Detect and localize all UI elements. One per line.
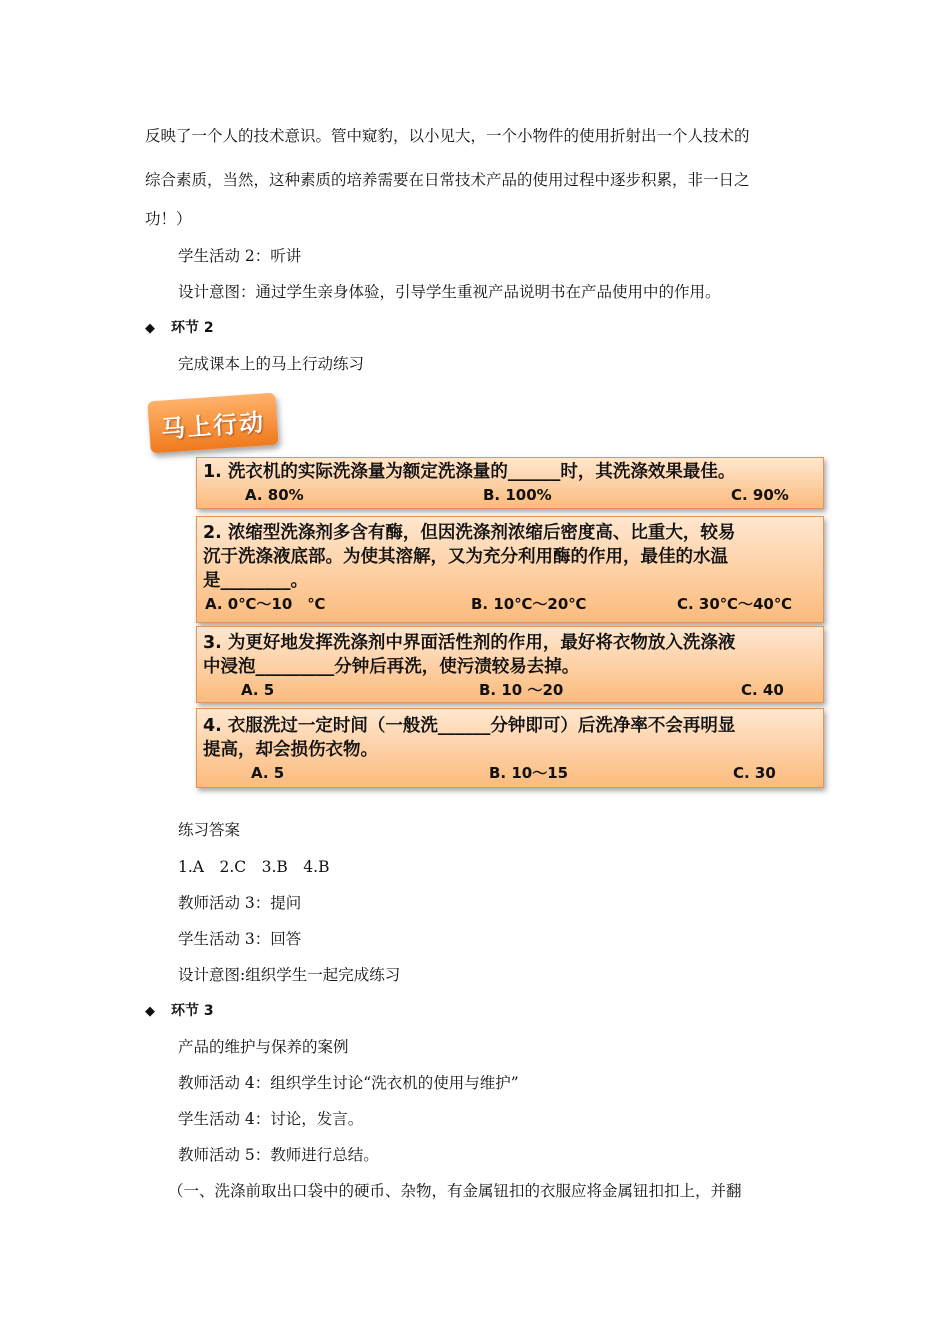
question-2-option-b: B. 10℃～20℃ (471, 595, 587, 613)
question-3-options (203, 679, 817, 701)
answers-title: 练习答案 (178, 821, 241, 839)
diamond-bullet-icon: ◆ (145, 321, 155, 336)
question-3-option-c: C. 40 (741, 681, 784, 699)
question-1-option-c: C. 90% (731, 486, 789, 504)
intro-line-3: 功！） (145, 210, 192, 228)
teacher-activity-4: 教师活动 4：组织学生讨论“洗衣机的使用与维护” (178, 1074, 519, 1092)
question-box-3 (196, 626, 824, 703)
teacher-activity-5: 教师活动 5：教师进行总结。 (178, 1146, 379, 1164)
question-1-option-a: A. 80% (245, 486, 304, 504)
question-3-option-b: B. 10 ～20 (479, 681, 564, 699)
exercise-badge (147, 393, 278, 454)
question-3-line-1: 3. 为更好地发挥洗涤剂中界面活性剂的作用，最好将衣物放入洗涤液 (203, 633, 736, 653)
intro-line-2: 综合素质，当然，这种素质的培养需要在日常技术产品的使用过程中逐步积累，非一日之 (145, 171, 750, 189)
section-3-heading (145, 1001, 214, 1022)
question-3-option-a: A. 5 (241, 681, 275, 699)
design-intent-3: 设计意图:组织学生一起完成练习 (178, 966, 401, 984)
question-box-4 (196, 708, 824, 788)
question-1-options (203, 484, 817, 506)
question-box-2 (196, 516, 824, 623)
question-2-option-c: C. 30℃～40℃ (677, 595, 793, 613)
section-3-desc: 产品的维护与保养的案例 (178, 1038, 349, 1056)
student-activity-4: 学生活动 4：讨论，发言。 (178, 1110, 364, 1128)
question-2-line-2: 沉于洗涤液底部。为使其溶解，又为充分利用酶的作用，最佳的水温 (203, 547, 728, 567)
question-2-line-3: 是________。 (203, 571, 308, 591)
question-2-options (203, 593, 817, 615)
question-4-option-b: B. 10～15 (489, 764, 569, 782)
question-4-line-2: 提高，却会损伤衣物。 (203, 740, 378, 760)
design-intent-2: 设计意图：通过学生亲身体验，引导学生重视产品说明书在产品使用中的作用。 (178, 283, 721, 301)
question-4-options (203, 762, 817, 784)
exercise-badge-label: 马上行动 (160, 407, 267, 444)
section-3-title: 环节 3 (171, 1003, 214, 1019)
section-2-heading (145, 318, 214, 339)
summary-line: （一、洗涤前取出口袋中的硬币、杂物，有金属钮扣的衣服应将金属钮扣扣上，并翻 (168, 1182, 742, 1200)
diamond-bullet-icon: ◆ (145, 1004, 155, 1019)
question-box-1 (196, 457, 824, 509)
answers-list: 1.A 2.C 3.B 4.B (178, 858, 330, 876)
teacher-activity-3: 教师活动 3：提问 (178, 894, 302, 912)
question-2-option-a: A. 0℃～10 ℃ (205, 595, 326, 613)
section-2-desc: 完成课本上的马上行动练习 (178, 355, 365, 373)
question-4-option-c: C. 30 (733, 764, 776, 782)
student-activity-2: 学生活动 2：听讲 (178, 247, 302, 265)
question-1-line-1: 1. 洗衣机的实际洗涤量为额定洗涤量的______时，其洗涤效果最佳。 (203, 462, 736, 482)
question-4-option-a: A. 5 (251, 764, 285, 782)
intro-line-1: 反映了一个人的技术意识。管中窥豹，以小见大，一个小物件的使用折射出一个人技术的 (145, 127, 750, 145)
section-2-title: 环节 2 (171, 320, 214, 336)
question-3-line-2: 中浸泡_________分钟后再洗，使污渍较易去掉。 (203, 657, 580, 677)
question-4-line-1: 4. 衣服洗过一定时间（一般洗______分钟即可）后洗净率不会再明显 (203, 716, 736, 736)
question-1-option-b: B. 100% (483, 486, 552, 504)
question-2-line-1: 2. 浓缩型洗涤剂多含有酶，但因洗涤剂浓缩后密度高、比重大，较易 (203, 523, 736, 543)
student-activity-3: 学生活动 3：回答 (178, 930, 302, 948)
